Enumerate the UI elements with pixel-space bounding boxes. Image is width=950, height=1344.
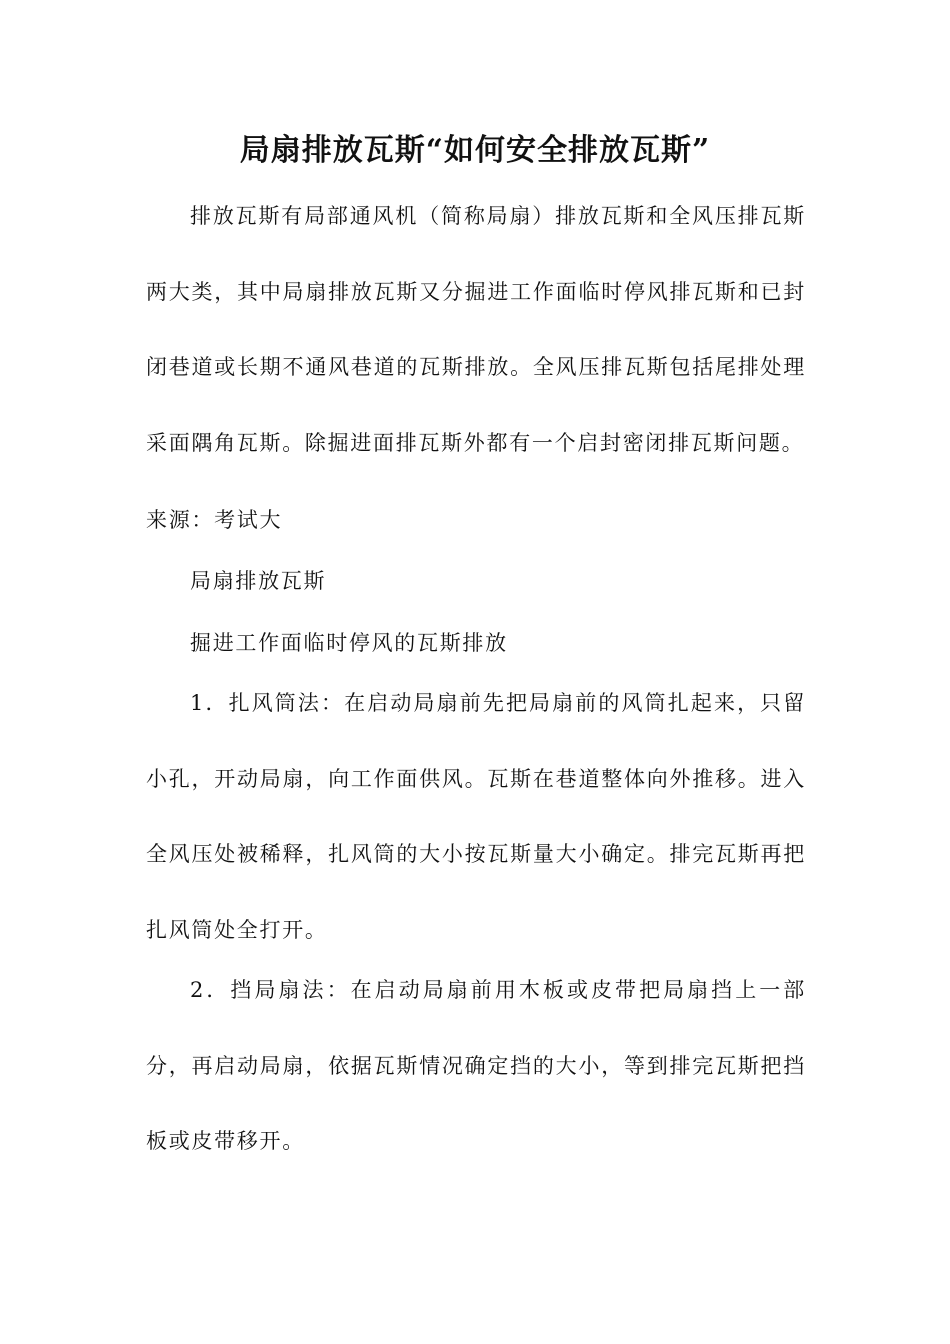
method-1-paragraph: 1．扎风筒法：在启动局扇前先把局扇前的风筒扎起来，只留小孔，开动局扇，向工作面供风。瓦斯在巷道整体向外推移。进入全风压处被稀释，扎风筒的大小按瓦斯量大小确定。排完瓦斯再把扎风筒处全打开。 bbox=[146, 691, 806, 942]
source-line: 来源：考试大 bbox=[146, 508, 283, 532]
section-heading: 局扇排放瓦斯 bbox=[190, 569, 327, 593]
method-2-paragraph: 2．挡局扇法：在启动局扇前用木板或皮带把局扇挡上一部分，再启动局扇，依据瓦斯情况确定挡的大小，等到排完瓦斯把挡板或皮带移开。 bbox=[146, 978, 806, 1153]
subsection-heading: 掘进工作面临时停风的瓦斯排放 bbox=[190, 631, 508, 655]
intro-paragraph: 排放瓦斯有局部通风机（简称局扇）排放瓦斯和全风压排瓦斯两大类，其中局扇排放瓦斯又分掘进工作面临时停风排瓦斯和已封闭巷道或长期不通风巷道的瓦斯排放。全风压排瓦斯包括尾排处理采面隅角瓦斯。除掘进面排瓦斯外都有一个启封密闭排瓦斯问题。 bbox=[146, 204, 806, 455]
document-title: 局扇排放瓦斯“如何安全排放瓦斯” bbox=[239, 133, 711, 168]
